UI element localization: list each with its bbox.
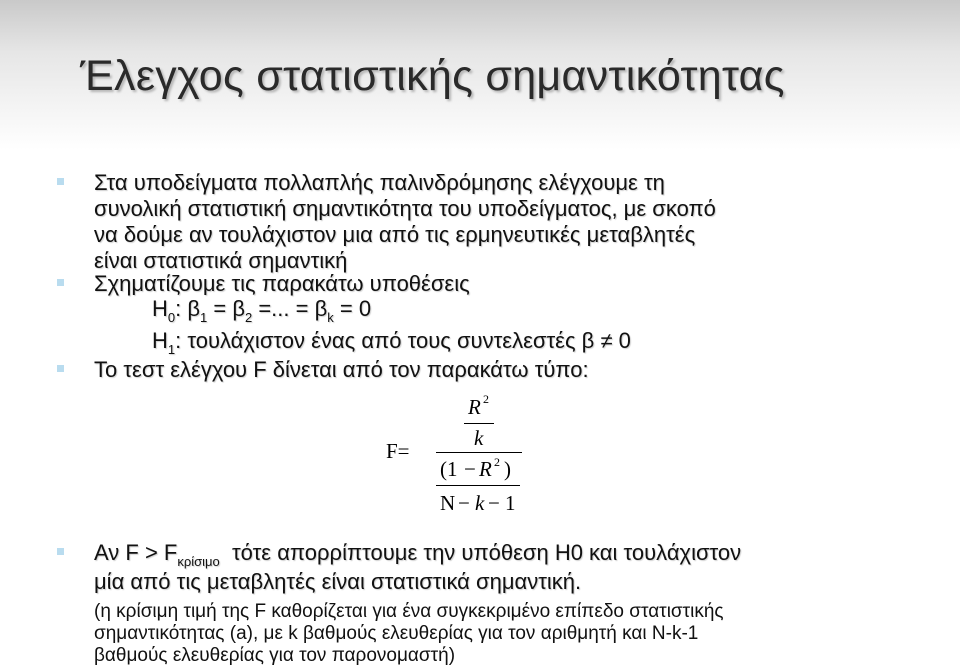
h0-H: H xyxy=(152,296,168,321)
formula-R-sq: 2 xyxy=(483,392,489,406)
h0-part2: = β xyxy=(207,296,245,321)
formula-minus-1: − xyxy=(458,491,470,515)
formula-k2: k xyxy=(475,491,485,515)
bullet-marker xyxy=(57,548,64,555)
bullet3-text: Το τεστ ελέγχου F δίνεται από τον παρακάτω τύπο: xyxy=(94,357,589,382)
h0-subk: k xyxy=(327,310,334,325)
h0-sub1: 1 xyxy=(200,310,208,325)
bullet1-line2: συνολική στατιστική σημαντικότητα του υποδείγματος, με σκοπό xyxy=(94,196,716,221)
bullet4-line2: μία από τις μεταβλητές είναι στατιστικά σημαντική. xyxy=(94,569,582,594)
formula-lhs: F= xyxy=(386,439,410,463)
bullet4-sub: κρίσιμο xyxy=(177,554,220,569)
formula-main-rule xyxy=(436,452,522,453)
h0-part1: : β xyxy=(175,296,201,321)
slide-title: Έλεγχος στατιστικής σημαντικότητας xyxy=(80,52,785,100)
formula-one: 1 xyxy=(505,491,516,515)
formula-den-minus: − xyxy=(464,457,476,481)
h0-sub0: 0 xyxy=(167,310,176,325)
formula-R: R xyxy=(468,395,481,419)
bullet1-line4: είναι στατιστικά σημαντική xyxy=(94,248,348,273)
note-line3: βαθμούς ελευθερίας για τον παρονομαστή) xyxy=(94,645,456,666)
hypothesis-h0 xyxy=(152,296,371,325)
formula-den-open: (1 xyxy=(440,457,458,481)
hypothesis-h1 xyxy=(152,328,631,357)
bullet2-text: Σχηματίζουμε τις παρακάτω υποθέσεις xyxy=(94,271,470,296)
h1-text: : τουλάχιστον ένας από τους συντελεστές β ≠ 0 xyxy=(175,328,631,353)
h1-sub1: 1 xyxy=(167,342,176,357)
formula-den-R-sq: 2 xyxy=(494,455,500,469)
h0-part4: = 0 xyxy=(333,296,372,321)
bullet4-line1 xyxy=(94,540,741,569)
bullet-marker xyxy=(57,178,64,185)
bullet1-line1: Στα υποδείγματα πολλαπλής παλινδρόμησης ελέγχουμε τη xyxy=(94,170,665,195)
formula-den-close: ) xyxy=(504,457,511,481)
bullet-marker xyxy=(57,365,64,372)
bullet4-suffix: τότε απορρίπτουμε την υπόθεση H0 και τουλάχιστον xyxy=(219,540,742,565)
bullet-marker xyxy=(57,279,64,286)
formula-N: N xyxy=(440,491,456,515)
note-line1: (η κρίσιμη τιμή της F καθορίζεται για ένα συγκεκριμένο επίπεδο στατιστικής xyxy=(94,601,724,622)
bullet1-line3: να δούμε αν τουλάχιστον μια από τις ερμηνευτικές μεταβλητές xyxy=(94,222,696,247)
h0-sub2: 2 xyxy=(244,310,253,325)
formula-inner-rule-top xyxy=(464,423,494,424)
h0-part3: =... = β xyxy=(252,296,328,321)
formula-den-R: R xyxy=(479,457,492,481)
formula-minus-2: − xyxy=(488,491,500,515)
h1-H: H xyxy=(152,328,168,353)
f-test-formula xyxy=(380,388,540,528)
formula-inner-rule-bottom xyxy=(436,485,520,486)
bullet4-prefix: Αν F > F xyxy=(94,540,178,565)
note-line2: σημαντικότητας (a), με k βαθμούς ελευθερίας για τον αριθμητή και N-k-1 xyxy=(94,623,699,644)
formula-k: k xyxy=(474,426,484,450)
